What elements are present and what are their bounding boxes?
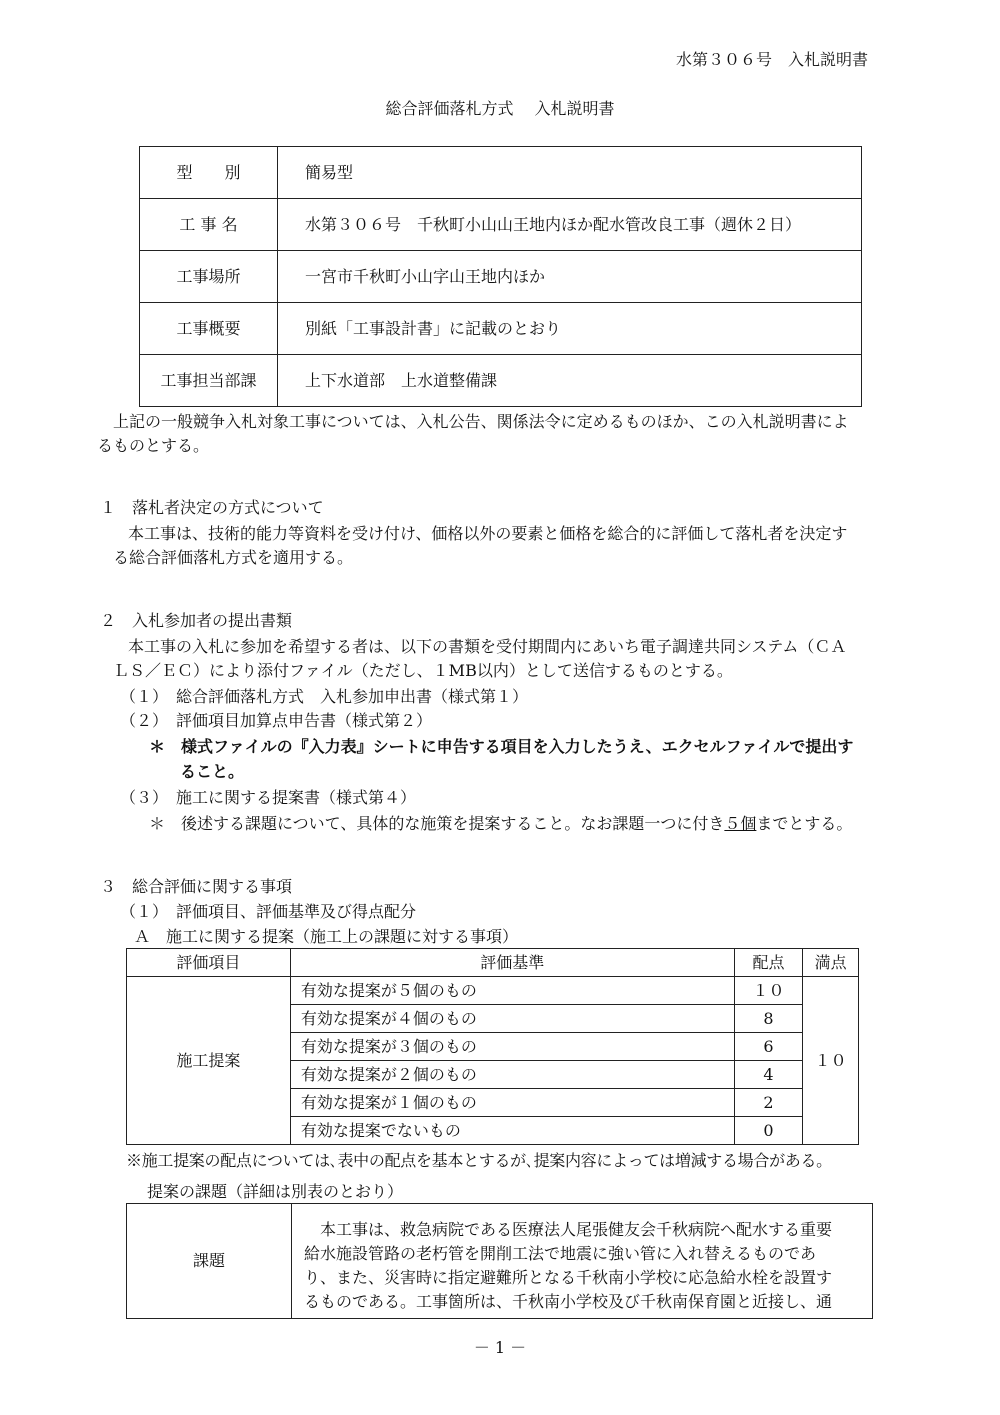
info-label-type: 型 別: [140, 147, 278, 199]
eval-item: 施工提案: [127, 977, 291, 1145]
max-points: １０: [803, 977, 859, 1145]
topic-line: るものである。工事箇所は、千秋南小学校及び千秋南保育園と近接し、通: [304, 1292, 833, 1311]
info-label-overview: 工事概要: [140, 303, 278, 355]
info-value-overview: 別紙「工事設計書」に記載のとおり: [278, 303, 862, 355]
header-item: 評価項目: [127, 949, 291, 977]
info-value-name: 水第３０６号 千秋町小山山王地内ほか配水管改良工事（週休２日）: [278, 199, 862, 251]
table-row: [140, 147, 862, 199]
points: 2: [734, 1089, 803, 1117]
section-2-text: ＬＳ／ＥＣ）により添付ファイル（ただし、１MB以内）として送信するものとする。: [113, 661, 733, 680]
note-3-text: ＊ 後述する課題について、具体的な施策を提案すること。なお課題一つに付き: [149, 814, 725, 833]
info-label-name: 工 事 名: [140, 199, 278, 251]
criterion: 有効な提案でないもの: [290, 1117, 734, 1145]
table-header-row: [127, 949, 859, 977]
table-row: [127, 1204, 873, 1319]
page-title: 総合評価落札方式 入札説明書: [385, 99, 615, 118]
criterion: 有効な提案が５個のもの: [290, 977, 734, 1005]
note-3-underlined: ５個: [724, 814, 757, 833]
proposal-topic-heading: 提案の課題（詳細は別表のとおり）: [147, 1182, 404, 1201]
project-info-table: [139, 146, 862, 407]
points: 8: [734, 1005, 803, 1033]
section-2-item-2: （２） 評価項目加算点申告書（様式第２）: [120, 711, 433, 730]
table-row: [140, 303, 862, 355]
section-2-note-3: [149, 816, 852, 832]
section-3-sub-a: Ａ 施工に関する提案（施工上の課題に対する事項）: [134, 927, 519, 946]
criterion: 有効な提案が１個のもの: [290, 1089, 734, 1117]
header-points: 配点: [734, 949, 803, 977]
section-2-item-1: （１） 総合評価落札方式 入札参加申出書（様式第１）: [120, 687, 529, 706]
criterion: 有効な提案が３個のもの: [290, 1033, 734, 1061]
info-label-department: 工事担当部課: [140, 355, 278, 407]
info-label-location: 工事場所: [140, 251, 278, 303]
header-criteria: 評価基準: [290, 949, 734, 977]
section-2-heading: ２ 入札参加者の提出書類: [100, 611, 293, 630]
criterion: 有効な提案が４個のもの: [290, 1005, 734, 1033]
table-row: [127, 977, 859, 1005]
section-3-heading: ３ 総合評価に関する事項: [100, 877, 293, 896]
intro-line: 上記の一般競争入札対象工事については、入札公告、関係法令に定めるものほか、この入札説明書によ: [113, 412, 849, 431]
document-reference: 水第３０６号 入札説明書: [675, 50, 868, 69]
page-number: － 1 －: [473, 1338, 527, 1357]
evaluation-table: [126, 948, 859, 1145]
criterion: 有効な提案が２個のもの: [290, 1061, 734, 1089]
note-3-text-end: までとする。: [756, 814, 853, 833]
topic-label: 課題: [127, 1204, 292, 1319]
section-2-note-2-cont: ること。: [180, 762, 245, 781]
topic-line: り、また、災害時に指定避難所となる千秋南小学校に応急給水栓を設置す: [304, 1268, 833, 1287]
info-value-department: 上下水道部 上水道整備課: [278, 355, 862, 407]
section-3-sub-1: （１） 評価項目、評価基準及び得点配分: [120, 902, 417, 921]
table-row: [140, 355, 862, 407]
points: 4: [734, 1061, 803, 1089]
table-note: ※施工提案の配点については､表中の配点を基本とするが､提案内容によっては増減する場合がある。: [126, 1151, 832, 1170]
info-value-location: 一宮市千秋町小山字山王地内ほか: [278, 251, 862, 303]
info-value-type: 簡易型: [278, 147, 862, 199]
points: 0: [734, 1117, 803, 1145]
section-1-text: 本工事は、技術的能力等資料を受け付け、価格以外の要素と価格を総合的に評価して落札者を決定す: [128, 524, 848, 543]
proposal-topic-table: [126, 1203, 873, 1319]
topic-line: 給水施設管路の老朽管を開削工法で地震に強い管に入れ替えるものであ: [304, 1244, 817, 1263]
topic-line: 本工事は、救急病院である医療法人尾張健友会千秋病院へ配水する重要: [304, 1220, 833, 1239]
topic-content: [292, 1204, 873, 1319]
table-row: [140, 199, 862, 251]
section-2-note-2: ＊ 様式ファイルの『入力表』シートに申告する項目を入力したうえ、エクセルファイルで提出す: [149, 737, 854, 756]
section-2-item-3: （３） 施工に関する提案書（様式第４）: [120, 788, 417, 807]
points: １０: [734, 977, 803, 1005]
intro-line: るものとする。: [97, 436, 210, 455]
points: 6: [734, 1033, 803, 1061]
table-row: [140, 251, 862, 303]
section-2-text: 本工事の入札に参加を希望する者は、以下の書類を受付期間内にあいち電子調達共同システム（ＣＡ: [128, 637, 847, 656]
section-1-heading: １ 落札者決定の方式について: [100, 498, 324, 517]
header-max: 満点: [803, 949, 859, 977]
section-1-text: る総合評価落札方式を適用する。: [113, 548, 354, 567]
